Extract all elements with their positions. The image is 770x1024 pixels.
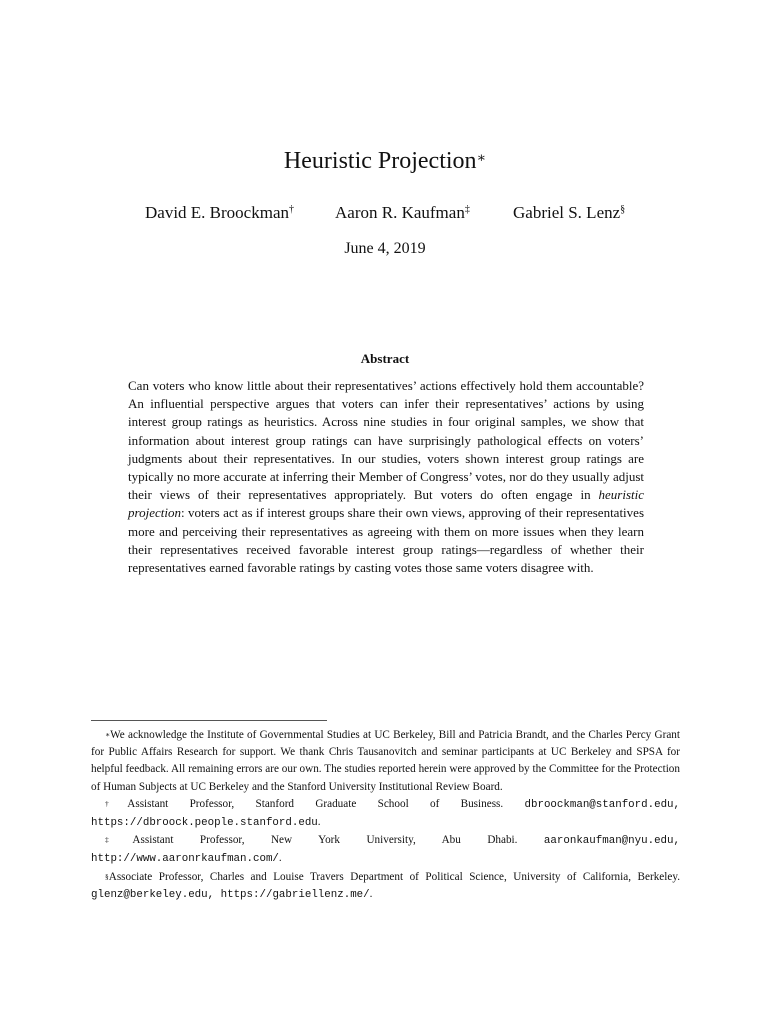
- abstract-text: : voters act as if interest groups share their own views, approving of their representatives more and perceiving their representatives as agreeing with them on more issues when they learn their representatives received favorable interest group ratings—regardless of whether their representatives earned favorable ratings by casting votes those same voters disagree with.: [128, 505, 644, 576]
- footnote-text: We acknowledge the Institute of Governmental Studies at UC Berkeley, Bill and Patricia Brandt, and the Charles Percy Grant for Public Affairs Research for support. We thank Chris Tausanovitch and seminar participants at UC Berkeley and SPSA for helpful feedback. All remaining errors are our own. The studies reported herein were approved by the Committee for the Protection of Human Subjects at UC Berkeley and the Stanford University Institutional Review Board.: [91, 729, 680, 793]
- homepage-link[interactable]: https://gabriellenz.me/: [220, 888, 370, 901]
- abstract-emphasis: heuristic projection: [128, 487, 644, 521]
- footnote-mark: ‡: [105, 835, 133, 845]
- paper-title: [0, 146, 770, 176]
- footnote-mark: §: [105, 871, 109, 881]
- email-link[interactable]: glenz@berkeley.edu: [91, 888, 208, 901]
- footnote-text: Assistant Professor, Stanford Graduate School of Business.: [127, 797, 525, 810]
- footnotes: [91, 727, 680, 904]
- footnote-divider: [91, 720, 327, 721]
- abstract-body: [128, 377, 644, 577]
- footnote-acknowledgments: [91, 727, 680, 796]
- footnote-kaufman: [91, 832, 680, 868]
- footnote-end: .: [317, 816, 321, 829]
- author-footnote-mark: §: [620, 204, 626, 215]
- footnote-end: .: [369, 887, 373, 900]
- footnote-mark: †: [105, 798, 128, 808]
- author-broockman: [145, 201, 294, 225]
- footnote-broockman: [91, 796, 680, 832]
- title-text: Heuristic Projection: [283, 148, 477, 174]
- footnote-text: Assistant Professor, New York University, Abu Dhabi.: [132, 834, 544, 847]
- homepage-link[interactable]: https://dbroock.people.stanford.edu: [91, 817, 318, 830]
- footnote-text: Associate Professor, Charles and Louise Travers Department of Political Science, University of California, Berkeley.: [108, 870, 680, 883]
- abstract-heading: Abstract: [360, 351, 410, 366]
- author-footnote-mark: †: [289, 204, 294, 215]
- footnote-end: .: [278, 852, 282, 865]
- author-lenz: [513, 201, 625, 225]
- separator: ,: [207, 888, 221, 901]
- homepage-link[interactable]: http://www.aaronrkaufman.com/: [91, 853, 279, 866]
- author-footnote-mark: ‡: [464, 204, 470, 215]
- abstract-text: Can voters who know little about their representatives’ actions effectively hold them accountable? An influential perspective argues that voters can infer their representatives’ actions by using interest group ratings as heuristics. Across nine studies in four original samples, we show that information about interest group ratings can have surprisingly pathological effects on voters’ judgments about their representatives. In our studies, voters shown interest group ratings are typically no more accurate at inferring their Member of Congress’ votes, nor do they usually adjust their views of their representatives appropriately. But voters do often engage in: [128, 378, 644, 503]
- author-name: Aaron R. Kaufman: [335, 203, 465, 222]
- author-name: David E. Broockman: [145, 203, 289, 222]
- footnote-mark: ∗: [105, 730, 111, 739]
- separator: ,: [673, 835, 680, 848]
- title-footnote-mark: ∗: [476, 151, 487, 166]
- author-name: Gabriel S. Lenz: [513, 203, 621, 222]
- paper-date: June 4, 2019: [344, 240, 426, 257]
- author-list: [0, 201, 770, 227]
- author-kaufman: [335, 201, 470, 225]
- email-link[interactable]: aaronkaufman@nyu.edu: [543, 835, 674, 848]
- separator: ,: [673, 798, 681, 811]
- footnote-lenz: [91, 869, 680, 904]
- email-link[interactable]: dbroockman@stanford.edu: [524, 798, 674, 811]
